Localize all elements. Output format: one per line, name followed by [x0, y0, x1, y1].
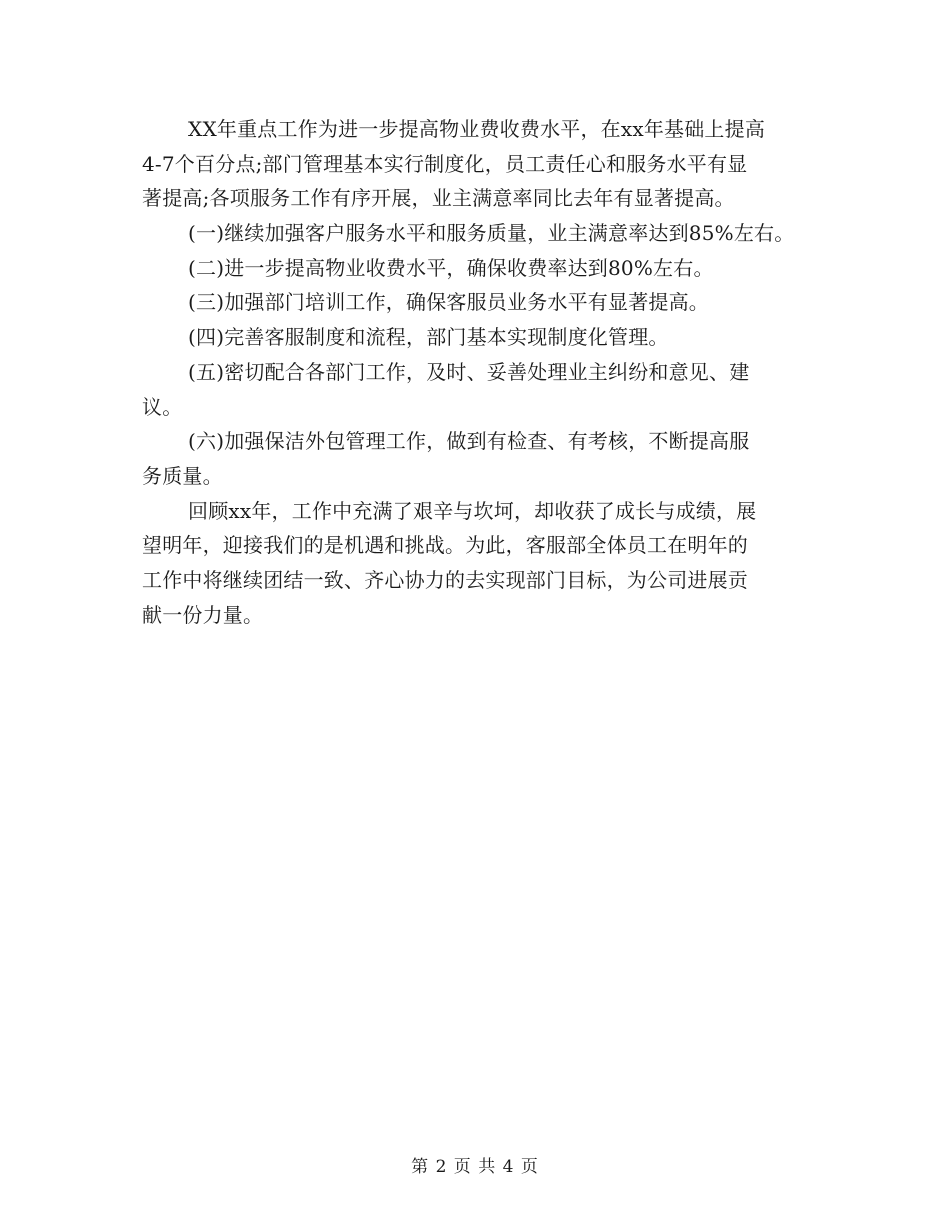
- paragraph-line: XX年重点工作为进一步提高物业费收费水平，在xx年基础上提高: [188, 117, 766, 141]
- paragraph-line: 4-7个百分点;部门管理基本实行制度化，员工责任心和服务水平有显: [142, 151, 748, 176]
- list-item-continuation: 议。: [142, 394, 183, 419]
- paragraph-line: 著提高;各项服务工作有序开展，业主满意率同比去年有显著提高。: [142, 186, 735, 211]
- paragraph-line: 献一份力量。: [142, 602, 264, 627]
- paragraph-line: 工作中将继续团结一致、齐心协力的去实现部门目标，为公司进展贡: [142, 567, 748, 592]
- list-item: (一)继续加强客户服务水平和服务质量，业主满意率达到85%左右。: [188, 221, 795, 246]
- list-item: (五)密切配合各部门工作，及时、妥善处理业主纠纷和意见、建: [188, 359, 750, 384]
- list-item: (二)进一步提高物业收费水平，确保收费率达到80%左右。: [188, 255, 714, 280]
- paragraph-line: 回顾xx年，工作中充满了艰辛与坎坷，却收获了成长与成绩，展: [188, 498, 757, 523]
- document-body: [142, 112, 822, 632]
- page-number-footer: 第 2 页 共 4 页: [411, 1157, 539, 1177]
- list-item: (三)加强部门培训工作，确保客服员业务水平有显著提高。: [188, 290, 710, 315]
- paragraph-line: 望明年，迎接我们的是机遇和挑战。为此，客服部全体员工在明年的: [142, 533, 748, 558]
- list-item: (四)完善客服制度和流程，部门基本实现制度化管理。: [188, 325, 669, 350]
- list-item: (六)加强保洁外包管理工作，做到有检查、有考核，不断提高服: [188, 429, 750, 454]
- list-item-continuation: 务质量。: [142, 463, 223, 488]
